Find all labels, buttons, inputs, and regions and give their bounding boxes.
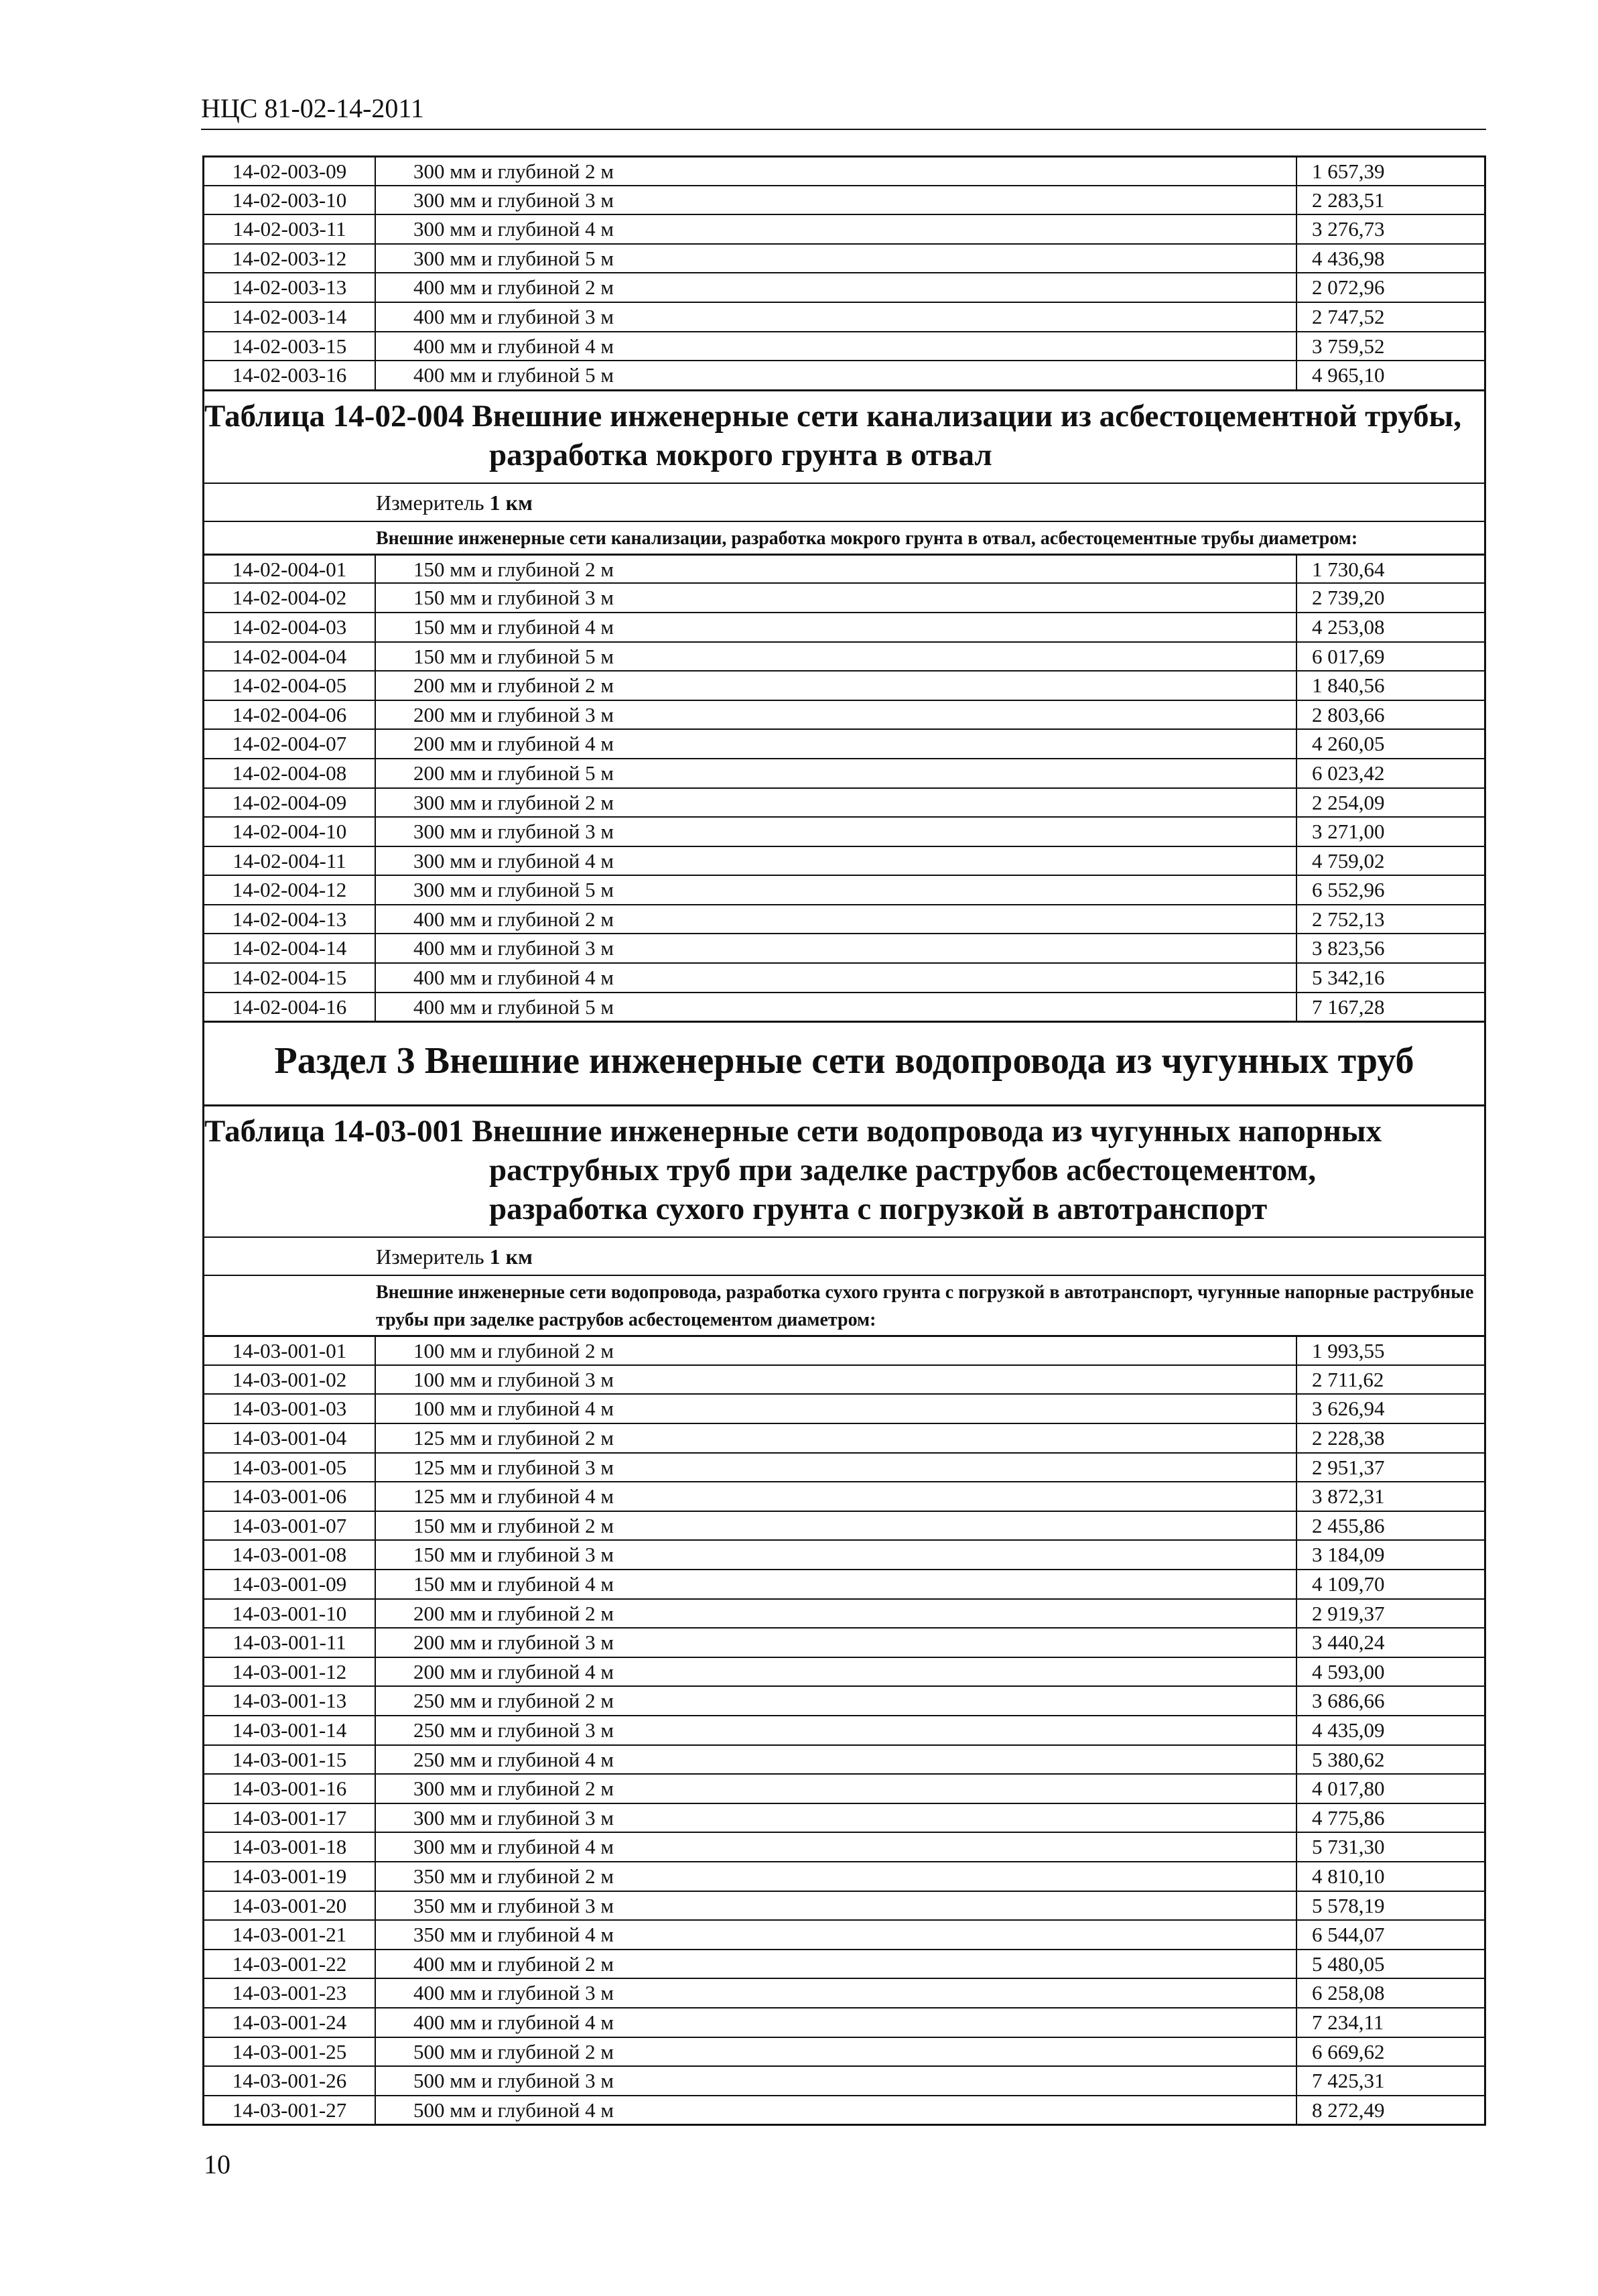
- table-row: [204, 2037, 1484, 2066]
- rate-code: 14-03-001-20: [204, 1892, 376, 1920]
- table-03-001-title: [204, 1104, 1484, 1236]
- rate-description: 400 мм и глубиной 5 м: [376, 993, 1297, 1021]
- rate-code: 14-02-004-12: [204, 876, 376, 904]
- rate-description: 300 мм и глубиной 2 м: [376, 1775, 1297, 1803]
- rate-description: 150 мм и глубиной 2 м: [376, 556, 1297, 583]
- table-row: [204, 1832, 1484, 1861]
- rate-price: 2 747,52: [1312, 304, 1385, 328]
- rate-price: 6 552,96: [1312, 878, 1385, 902]
- rate-price: 3 271,00: [1312, 820, 1385, 844]
- rate-description: 500 мм и глубиной 2 м: [376, 2038, 1297, 2066]
- table-row: [204, 1511, 1484, 1540]
- rate-price: 7 167,28: [1312, 995, 1385, 1019]
- rate-code: 14-02-004-14: [204, 934, 376, 962]
- rate-price: 3 686,66: [1312, 1689, 1385, 1713]
- rate-code: 14-02-003-16: [204, 361, 376, 389]
- rate-description: 400 мм и глубиной 2 м: [376, 1950, 1297, 1978]
- rate-code: 14-03-001-17: [204, 1804, 376, 1832]
- table-row: [204, 214, 1484, 243]
- rate-code: 14-02-004-11: [204, 847, 376, 875]
- table-row: [204, 582, 1484, 612]
- rate-code: 14-02-004-15: [204, 964, 376, 992]
- table-03-001-title-line2: раструбных труб при заделке раструбов асбестоцементом,: [489, 1153, 1317, 1188]
- rate-price: 5 480,05: [1312, 1952, 1385, 1976]
- rate-code: 14-03-001-04: [204, 1424, 376, 1452]
- rate-price: 3 184,09: [1312, 1543, 1385, 1567]
- rate-code: 14-03-001-07: [204, 1512, 376, 1540]
- table-row: [204, 331, 1484, 361]
- table-row: [204, 272, 1484, 302]
- rate-code: 14-03-001-01: [204, 1337, 376, 1364]
- rate-price: 3 626,94: [1312, 1397, 1385, 1421]
- rate-code: 14-03-001-05: [204, 1454, 376, 1482]
- table-row: [204, 700, 1484, 729]
- rate-code: 14-02-003-13: [204, 273, 376, 302]
- rate-price: 5 578,19: [1312, 1893, 1385, 1917]
- rate-price: 2 711,62: [1312, 1367, 1384, 1391]
- rate-description: 250 мм и глубиной 4 м: [376, 1746, 1297, 1774]
- rate-price: 2 254,09: [1312, 790, 1385, 814]
- rate-code: 14-03-001-06: [204, 1482, 376, 1511]
- rate-description: 300 мм и глубиной 3 м: [376, 818, 1297, 846]
- rate-price: 1 993,55: [1312, 1339, 1385, 1363]
- rate-code: 14-03-001-15: [204, 1746, 376, 1774]
- rate-description: 300 мм и глубиной 3 м: [376, 186, 1297, 214]
- table-row: [204, 1919, 1484, 1949]
- rate-price: 6 258,08: [1312, 1981, 1385, 2005]
- table-row: [204, 2095, 1484, 2124]
- table-row: [204, 1803, 1484, 1832]
- table-row: [204, 1657, 1484, 1686]
- table-03-001-subheading-text: Внешние инженерные сети водопровода, разработка сухого грунта с погрузкой в автотранспорт, чугунные напорные раструбные трубы при заделке раструбов асбестоцементом диаметром:: [376, 1282, 1474, 1331]
- rate-description: 400 мм и глубиной 2 м: [376, 905, 1297, 934]
- rate-price: 3 440,24: [1312, 1631, 1385, 1655]
- document-code: НЦС 81-02-14-2011: [201, 93, 424, 123]
- rate-code: 14-02-003-09: [204, 157, 376, 185]
- rate-code: 14-02-004-04: [204, 643, 376, 671]
- table-row: [204, 1364, 1484, 1394]
- document-table-frame: [202, 155, 1486, 2126]
- table-row: [204, 787, 1484, 817]
- rate-description: 500 мм и глубиной 4 м: [376, 2096, 1297, 2124]
- rate-description: 125 мм и глубиной 4 м: [376, 1482, 1297, 1511]
- table-004-body: [204, 554, 1484, 1021]
- rate-price: 5 731,30: [1312, 1835, 1385, 1859]
- rate-price: 4 109,70: [1312, 1572, 1385, 1596]
- rate-code: 14-03-001-13: [204, 1687, 376, 1715]
- table-row: [204, 992, 1484, 1021]
- rate-price: 4 253,08: [1312, 615, 1385, 639]
- table-003-tail: [204, 155, 1484, 389]
- rate-description: 125 мм и глубиной 3 м: [376, 1454, 1297, 1482]
- rate-code: 14-02-004-09: [204, 789, 376, 817]
- table-row: [204, 1715, 1484, 1744]
- table-004-subheading-text: Внешние инженерные сети канализации, разработка мокрого грунта в отвал, асбестоцементные трубы диаметром:: [376, 527, 1358, 549]
- rate-price: 6 669,62: [1312, 2039, 1385, 2063]
- rate-code: 14-02-003-10: [204, 186, 376, 214]
- table-004-title: [204, 389, 1484, 483]
- rate-description: 400 мм и глубиной 2 м: [376, 273, 1297, 302]
- rate-code: 14-03-001-11: [204, 1629, 376, 1657]
- rate-price: 2 455,86: [1312, 1513, 1385, 1537]
- rate-code: 14-02-004-06: [204, 701, 376, 729]
- rate-price: 6 544,07: [1312, 1923, 1385, 1947]
- rate-description: 100 мм и глубиной 3 м: [376, 1366, 1297, 1394]
- rate-price: 2 803,66: [1312, 702, 1385, 726]
- table-004-subheading: [204, 521, 1484, 554]
- rate-code: 14-02-004-01: [204, 556, 376, 583]
- table-row: [204, 904, 1484, 934]
- rate-price: 6 017,69: [1312, 644, 1385, 668]
- table-row: [204, 1423, 1484, 1452]
- table-row: [204, 816, 1484, 846]
- table-row: [204, 670, 1484, 700]
- rate-description: 100 мм и глубиной 2 м: [376, 1337, 1297, 1364]
- rate-description: 300 мм и глубиной 4 м: [376, 1833, 1297, 1861]
- table-03-001-title-line1: Таблица 14-03-001 Внешние инженерные сети водопровода из чугунных напорных: [204, 1114, 1382, 1149]
- table-row: [204, 612, 1484, 641]
- table-row: [204, 1539, 1484, 1569]
- rate-code: 14-02-004-16: [204, 993, 376, 1021]
- rate-price: 2 283,51: [1312, 188, 1385, 212]
- table-row: [204, 933, 1484, 962]
- table-row: [204, 1627, 1484, 1657]
- table-row: [204, 1744, 1484, 1774]
- rate-price: 6 023,42: [1312, 761, 1385, 785]
- rate-code: 14-03-001-27: [204, 2096, 376, 2124]
- table-row: [204, 875, 1484, 904]
- rate-description: 400 мм и глубиной 3 м: [376, 934, 1297, 962]
- rate-description: 400 мм и глубиной 4 м: [376, 332, 1297, 361]
- rate-price: 4 260,05: [1312, 732, 1385, 756]
- rate-description: 400 мм и глубиной 4 м: [376, 964, 1297, 992]
- rate-code: 14-03-001-16: [204, 1775, 376, 1803]
- rate-description: 150 мм и глубиной 2 м: [376, 1512, 1297, 1540]
- rate-description: 200 мм и глубиной 2 м: [376, 1600, 1297, 1628]
- table-03-001-title-line3: разработка сухого грунта с погрузкой в автотранспорт: [489, 1192, 1268, 1227]
- rate-code: 14-03-001-26: [204, 2067, 376, 2095]
- rate-description: 250 мм и глубиной 2 м: [376, 1687, 1297, 1715]
- subheading-spacer: [204, 522, 376, 554]
- rate-code: 14-03-001-24: [204, 2008, 376, 2037]
- rate-code: 14-03-001-18: [204, 1833, 376, 1861]
- table-row: [204, 846, 1484, 875]
- table-row: [204, 1569, 1484, 1598]
- table-03-001-meter: [204, 1236, 1484, 1275]
- rate-price: 2 919,37: [1312, 1601, 1385, 1625]
- rate-code: 14-02-004-10: [204, 818, 376, 846]
- rate-price: 2 739,20: [1312, 586, 1385, 610]
- rate-code: 14-02-004-08: [204, 759, 376, 787]
- rate-description: 350 мм и глубиной 2 м: [376, 1862, 1297, 1891]
- rate-price: 3 872,31: [1312, 1484, 1385, 1509]
- rate-price: 7 234,11: [1312, 2010, 1384, 2034]
- rate-price: 4 017,80: [1312, 1777, 1385, 1801]
- meter-label: Измеритель: [376, 1245, 484, 1269]
- rate-description: 350 мм и глубиной 3 м: [376, 1892, 1297, 1920]
- rate-description: 300 мм и глубиной 2 м: [376, 157, 1297, 185]
- rate-price: 2 752,13: [1312, 907, 1385, 931]
- rate-description: 400 мм и глубиной 3 м: [376, 303, 1297, 331]
- table-row: [204, 2065, 1484, 2095]
- rate-price: 4 759,02: [1312, 848, 1385, 873]
- rate-description: 300 мм и глубиной 5 м: [376, 245, 1297, 273]
- rate-code: 14-03-001-14: [204, 1716, 376, 1744]
- rate-price: 1 730,64: [1312, 557, 1385, 581]
- table-row: [204, 1481, 1484, 1511]
- rate-price: 4 593,00: [1312, 1659, 1385, 1683]
- rate-code: 14-02-004-02: [204, 584, 376, 612]
- rate-description: 150 мм и глубиной 3 м: [376, 584, 1297, 612]
- rate-price: 2 072,96: [1312, 275, 1385, 300]
- table-row: [204, 1891, 1484, 1920]
- rate-price: 2 951,37: [1312, 1455, 1385, 1479]
- rate-description: 300 мм и глубиной 4 м: [376, 847, 1297, 875]
- table-row: [204, 2007, 1484, 2037]
- rate-price: 4 435,09: [1312, 1718, 1385, 1742]
- table-row: [204, 728, 1484, 758]
- rate-code: 14-02-004-07: [204, 730, 376, 758]
- table-row: [204, 1393, 1484, 1423]
- table-03-001-body: [204, 1335, 1484, 2124]
- table-row: [204, 1598, 1484, 1628]
- rate-price: 5 380,62: [1312, 1747, 1385, 1771]
- rate-description: 300 мм и глубиной 5 м: [376, 876, 1297, 904]
- table-004-title-line2: разработка мокрого грунта в отвал: [489, 437, 992, 472]
- table-row: [204, 360, 1484, 389]
- rate-description: 300 мм и глубиной 2 м: [376, 789, 1297, 817]
- rate-description: 300 мм и глубиной 3 м: [376, 1804, 1297, 1832]
- rate-description: 500 мм и глубиной 3 м: [376, 2067, 1297, 2095]
- rate-code: 14-03-001-25: [204, 2038, 376, 2066]
- rate-code: 14-03-001-19: [204, 1862, 376, 1891]
- rate-code: 14-03-001-03: [204, 1395, 376, 1423]
- header-rule: [201, 129, 1486, 130]
- rate-description: 350 мм и глубиной 4 м: [376, 1921, 1297, 1949]
- meter-unit: 1 км: [489, 490, 533, 515]
- rate-price: 4 775,86: [1312, 1805, 1385, 1830]
- table-row: [204, 1861, 1484, 1891]
- rate-price: 5 342,16: [1312, 966, 1385, 990]
- rate-price: 1 657,39: [1312, 160, 1385, 183]
- rate-code: 14-03-001-08: [204, 1541, 376, 1569]
- rate-description: 150 мм и глубиной 5 м: [376, 643, 1297, 671]
- table-row: [204, 1978, 1484, 2007]
- table-row: [204, 243, 1484, 273]
- rate-description: 200 мм и глубиной 5 м: [376, 759, 1297, 787]
- rate-code: 14-02-004-03: [204, 613, 376, 641]
- rate-code: 14-03-001-23: [204, 1979, 376, 2007]
- rate-description: 150 мм и глубиной 4 м: [376, 1570, 1297, 1598]
- rate-code: 14-03-001-10: [204, 1600, 376, 1628]
- rate-description: 200 мм и глубиной 3 м: [376, 1629, 1297, 1657]
- table-row: [204, 554, 1484, 583]
- table-row: [204, 185, 1484, 214]
- rate-price: 3 276,73: [1312, 217, 1385, 241]
- rate-code: 14-03-001-02: [204, 1366, 376, 1394]
- rate-price: 1 840,56: [1312, 674, 1385, 698]
- table-004-meter: [204, 483, 1484, 521]
- rate-description: 200 мм и глубиной 2 м: [376, 672, 1297, 700]
- table-row: [204, 962, 1484, 992]
- table-row: [204, 1773, 1484, 1803]
- rate-code: 14-03-001-21: [204, 1921, 376, 1949]
- rate-price: 4 436,98: [1312, 246, 1385, 270]
- rate-code: 14-02-003-12: [204, 245, 376, 273]
- rate-description: 400 мм и глубиной 4 м: [376, 2008, 1297, 2037]
- table-03-001-subheading: [204, 1275, 1484, 1335]
- rate-description: 200 мм и глубиной 3 м: [376, 701, 1297, 729]
- rate-price: 3 759,52: [1312, 334, 1385, 358]
- rate-description: 125 мм и глубиной 2 м: [376, 1424, 1297, 1452]
- table-row: [204, 1949, 1484, 1978]
- rate-code: 14-02-004-05: [204, 672, 376, 700]
- rate-description: 100 мм и глубиной 4 м: [376, 1395, 1297, 1423]
- rate-code: 14-02-003-15: [204, 332, 376, 361]
- rate-price: 4 965,10: [1312, 363, 1385, 387]
- rate-price: 4 810,10: [1312, 1864, 1385, 1888]
- rate-price: 3 823,56: [1312, 936, 1385, 960]
- rate-price: 2 228,38: [1312, 1426, 1385, 1450]
- subheading-spacer: [204, 1276, 376, 1335]
- rate-description: 200 мм и глубиной 4 м: [376, 730, 1297, 758]
- table-row: [204, 302, 1484, 331]
- rate-code: 14-03-001-09: [204, 1570, 376, 1598]
- table-004-title-line1: Таблица 14-02-004 Внешние инженерные сети канализации из асбестоцементной трубы,: [204, 398, 1462, 434]
- rate-price: 7 425,31: [1312, 2069, 1385, 2093]
- table-row: [204, 1335, 1484, 1364]
- rate-description: 400 мм и глубиной 5 м: [376, 361, 1297, 389]
- rate-code: 14-03-001-12: [204, 1658, 376, 1686]
- rate-description: 400 мм и глубиной 3 м: [376, 1979, 1297, 2007]
- table-row: [204, 758, 1484, 787]
- rate-code: 14-03-001-22: [204, 1950, 376, 1978]
- meter-label: Измеритель: [376, 490, 484, 515]
- rate-code: 14-02-004-13: [204, 905, 376, 934]
- rate-description: 150 мм и глубиной 3 м: [376, 1541, 1297, 1569]
- table-row: [204, 1685, 1484, 1715]
- table-row: [204, 155, 1484, 185]
- rate-description: 200 мм и глубиной 4 м: [376, 1658, 1297, 1686]
- rate-description: 250 мм и глубиной 3 м: [376, 1716, 1297, 1744]
- rate-price: 8 272,49: [1312, 2098, 1385, 2122]
- table-row: [204, 1452, 1484, 1482]
- rate-description: 300 мм и глубиной 4 м: [376, 215, 1297, 243]
- rate-code: 14-02-003-11: [204, 215, 376, 243]
- meter-unit: 1 км: [489, 1245, 533, 1269]
- rate-description: 150 мм и глубиной 4 м: [376, 613, 1297, 641]
- section-3-title: Раздел 3 Внешние инженерные сети водопровода из чугунных труб: [204, 1021, 1484, 1104]
- rate-code: 14-02-003-14: [204, 303, 376, 331]
- table-row: [204, 641, 1484, 671]
- page-number: 10: [204, 2149, 230, 2179]
